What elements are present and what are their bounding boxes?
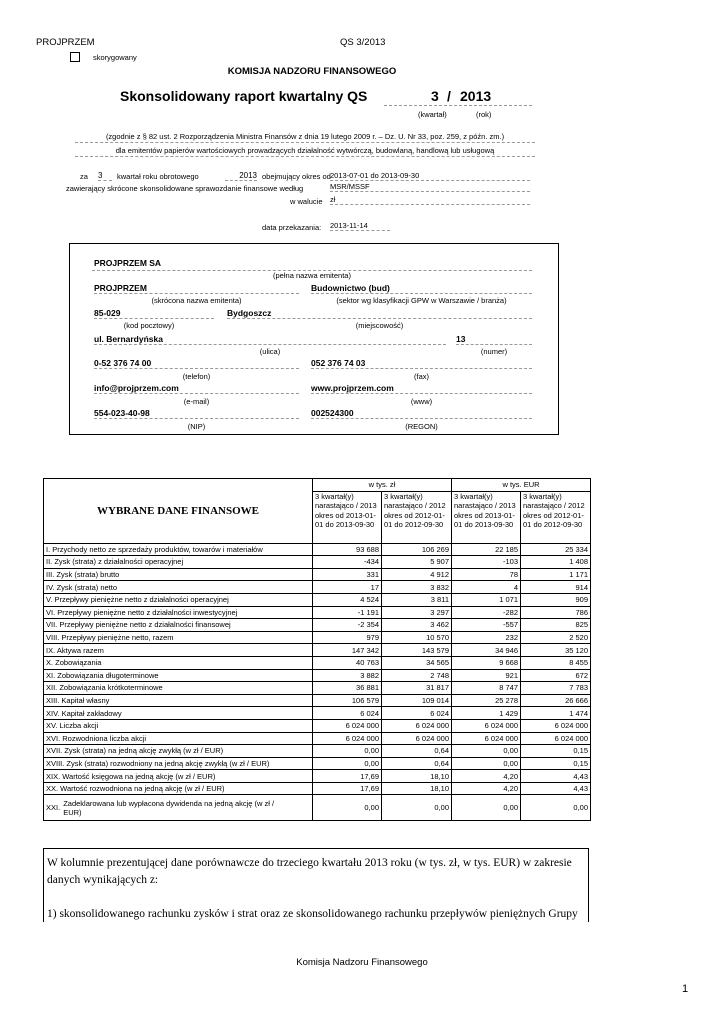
table-row [44, 694, 591, 707]
row-value: 31 817 [382, 682, 452, 695]
fax-caption: (fax) [414, 372, 429, 381]
row-value: 6 024 000 [452, 719, 521, 732]
nip-caption: (NIP) [187, 422, 206, 431]
dividend-row-label: Zadeklarowana lub wypłacona dywidenda na jedną akcję (w zł / EUR) [63, 798, 275, 817]
column-header: 3 kwartał(y) narastająco / 2012 okres od 2012-01-01 do 2012-09-30 [521, 491, 591, 543]
row-value: 3 462 [382, 619, 452, 632]
dividend-label-cell [44, 795, 313, 821]
column-header: 3 kwartał(y) narastająco / 2012 okres od 2012-01-01 do 2012-09-30 [382, 491, 452, 543]
quarter-caption: (kwartał) [418, 110, 447, 119]
table-row [44, 556, 591, 569]
row-value: -557 [452, 619, 521, 632]
table-row [44, 707, 591, 720]
row-value: 914 [521, 581, 591, 594]
issuer-type: dla emitentów papierów wartościowych prowadzących działalność wytwórczą, budowlaną, handlową lub usługową [75, 146, 535, 157]
row-value: 0,00 [313, 757, 382, 770]
table-row [44, 732, 591, 745]
row-value: -282 [452, 606, 521, 619]
column-header: 3 kwartał(y) narastająco / 2013 okres od 2013-01-01 do 2013-09-30 [452, 491, 521, 543]
issuer-city: Bydgoszcz [227, 308, 532, 319]
row-value: 4,43 [521, 770, 591, 783]
row-value: 2 520 [521, 631, 591, 644]
note-paragraph-1: W kolumnie prezentującej dane porównawcze do trzeciego kwartału 2013 roku (w tys. zł, w tys. EUR) w zakresie danych wynikających z: [47, 857, 572, 886]
row-value: 331 [313, 568, 382, 581]
row-value: 1 474 [521, 707, 591, 720]
period-quarter: 3 [98, 171, 112, 181]
row-value: 109 014 [382, 694, 452, 707]
phone-caption: (telefon) [182, 372, 211, 381]
dividend-value: 0,00 [382, 795, 452, 821]
row-value: 3 811 [382, 593, 452, 606]
short-name-caption: (skrócona nazwa emitenta) [151, 296, 242, 305]
www-caption: (www) [410, 397, 433, 406]
row-value: 3 832 [382, 581, 452, 594]
table-row [44, 669, 591, 682]
period-quarter-text: kwartał roku obrotowego [117, 172, 199, 181]
row-value: 6 024 000 [521, 719, 591, 732]
row-value: 17,69 [313, 770, 382, 783]
issuer-full-name: PROJPRZEM SA [94, 258, 162, 268]
row-label: XIX. Wartość księgowa na jedną akcję (w zł / EUR) [44, 770, 313, 783]
row-value: 8 747 [452, 682, 521, 695]
currency-value: zł [330, 195, 530, 205]
row-value: 2 748 [382, 669, 452, 682]
page-number: 1 [682, 983, 689, 995]
row-label: VII. Przepływy pieniężne netto z działalności finansowej [44, 619, 313, 632]
row-value: 36 881 [313, 682, 382, 695]
row-value: 0,00 [313, 745, 382, 758]
title-slash: / [447, 88, 451, 104]
row-value: 93 688 [313, 543, 382, 556]
row-value: 6 024 000 [521, 732, 591, 745]
row-label: X. Zobowiązania [44, 656, 313, 669]
row-value: 25 278 [452, 694, 521, 707]
title-year: 2013 [460, 88, 492, 104]
row-value: 78 [452, 568, 521, 581]
table-row [44, 543, 591, 556]
row-value: 825 [521, 619, 591, 632]
table-row [44, 757, 591, 770]
table-row [44, 745, 591, 758]
row-value: 10 570 [382, 631, 452, 644]
date-value: 2013-11-14 [330, 221, 390, 231]
row-label: XVIII. Zysk (strata) rozwodniony na jedną akcję zwykłą (w zł / EUR) [44, 757, 313, 770]
row-label: II. Zysk (strata) z działalności operacyjnej [44, 556, 313, 569]
full-name-caption: (pełna nazwa emitenta) [273, 271, 351, 280]
row-value: -1 191 [313, 606, 382, 619]
row-value: 17 [313, 581, 382, 594]
unit-eur-header: w tys. EUR [452, 479, 591, 492]
row-label: I. Przychody netto ze sprzedaży produktów, towarów i materiałów [44, 543, 313, 556]
row-label: XIV. Kapitał zakładowy [44, 707, 313, 720]
row-value: 18,10 [382, 782, 452, 795]
row-value: 6 024 000 [313, 732, 382, 745]
table-row [44, 568, 591, 581]
row-value: 147 342 [313, 644, 382, 657]
row-value: 3 882 [313, 669, 382, 682]
row-value: 1 071 [452, 593, 521, 606]
dividend-value: 0,00 [313, 795, 382, 821]
street-caption: (ulica) [259, 347, 281, 356]
row-value: 921 [452, 669, 521, 682]
row-label: XV. Liczba akcji [44, 719, 313, 732]
row-value: 3 297 [382, 606, 452, 619]
table-row [44, 606, 591, 619]
header-company: PROJPRZEM [36, 37, 95, 48]
row-value: 979 [313, 631, 382, 644]
issuer-postcode: 85-029 [94, 308, 214, 319]
row-value: 34 946 [452, 644, 521, 657]
issuer-regon: 002524300 [311, 408, 532, 419]
period-za: za [80, 172, 88, 181]
row-value: 909 [521, 593, 591, 606]
legal-basis: (zgodnie z § 82 ust. 2 Rozporządzenia Ministra Finansów z dnia 19 lutego 2009 r. – Dz. U. Nr 33, poz. 259, z późn. zm.) [75, 132, 535, 143]
issuer-email: info@projprzem.com [94, 383, 299, 394]
period-range: 2013-07-01 do 2013-09-30 [330, 171, 530, 181]
row-value: 4 912 [382, 568, 452, 581]
row-value: 4,20 [452, 782, 521, 795]
row-value: 106 579 [313, 694, 382, 707]
issuer-street: ul. Bernardyńska [94, 334, 446, 345]
row-label: VI. Przepływy pieniężne netto z działalności inwestycyjnej [44, 606, 313, 619]
row-value: 4 [452, 581, 521, 594]
row-label: IX. Aktywa razem [44, 644, 313, 657]
table-row [44, 682, 591, 695]
row-value: 6 024 000 [382, 732, 452, 745]
report-title: Skonsolidowany raport kwartalny QS [120, 88, 368, 104]
table-row [44, 631, 591, 644]
year-caption: (rok) [476, 110, 492, 119]
row-label: III. Zysk (strata) brutto [44, 568, 313, 581]
row-value: 35 120 [521, 644, 591, 657]
period-covering-text: obejmujący okres od [262, 172, 331, 181]
corrected-label: skorygowany [93, 53, 137, 62]
sector-caption: (sektor wg klasyfikacji GPW w Warszawie / branża) [336, 296, 507, 305]
row-label: XVII. Zysk (strata) na jedną akcję zwykłą (w zł / EUR) [44, 745, 313, 758]
row-value: 4,20 [452, 770, 521, 783]
row-value: 0,15 [521, 757, 591, 770]
title-underline [384, 104, 532, 106]
row-value: -434 [313, 556, 382, 569]
issuer-sector: Budownictwo (bud) [311, 283, 532, 294]
row-value: 6 024 000 [452, 732, 521, 745]
row-value: 106 269 [382, 543, 452, 556]
table-row [44, 656, 591, 669]
row-value: 1 429 [452, 707, 521, 720]
regon-caption: (REGON) [405, 422, 438, 431]
authority-title: KOMISJA NADZORU FINANSOWEGO [227, 66, 397, 77]
row-label: XI. Zobowiązania długoterminowe [44, 669, 313, 682]
dividend-value: 0,00 [452, 795, 521, 821]
row-value: 25 334 [521, 543, 591, 556]
comparative-data-note [43, 848, 589, 922]
row-value: 6 024 000 [382, 719, 452, 732]
row-value: 0,64 [382, 757, 452, 770]
row-value: 22 185 [452, 543, 521, 556]
issuer-phone: 0-52 376 74 00 [94, 358, 299, 369]
row-value: 9 668 [452, 656, 521, 669]
postcode-caption: (kod pocztowy) [123, 321, 175, 330]
title-quarter: 3 [431, 88, 439, 104]
row-value: -103 [452, 556, 521, 569]
row-value: 0,64 [382, 745, 452, 758]
row-value: 143 579 [382, 644, 452, 657]
currency-text: w walucie [290, 197, 323, 206]
financial-data-table [43, 478, 591, 821]
row-value: 18,10 [382, 770, 452, 783]
row-value: 40 763 [313, 656, 382, 669]
column-header: 3 kwartał(y) narastająco / 2013 okres od 2013-01-01 do 2013-09-30 [313, 491, 382, 543]
row-label: XX. Wartość rozwodniona na jedną akcję (w zł / EUR) [44, 782, 313, 795]
row-value: 786 [521, 606, 591, 619]
row-value: 5 907 [382, 556, 452, 569]
row-value: 26 666 [521, 694, 591, 707]
row-value: 0,00 [452, 757, 521, 770]
row-label: XIII. Kapitał własny [44, 694, 313, 707]
table-row [44, 581, 591, 594]
period-year: 2013 [225, 171, 257, 181]
city-caption: (miejscowość) [355, 321, 404, 330]
row-value: 6 024 [382, 707, 452, 720]
dividend-value: 0,00 [521, 795, 591, 821]
unit-pln-header: w tys. zł [313, 479, 452, 492]
note-paragraph-2: 1) skonsolidowanego rachunku zysków i strat oraz ze skonsolidowanego rachunku przepływów pieniężnych Grupy [47, 908, 578, 920]
row-value: 1 171 [521, 568, 591, 581]
row-value: 4 524 [313, 593, 382, 606]
issuer-short-name: PROJPRZEM [94, 283, 299, 294]
row-value: 34 565 [382, 656, 452, 669]
table-row [44, 719, 591, 732]
accounting-standard: MSR/MSSF [330, 182, 530, 192]
email-caption: (e-mail) [183, 397, 210, 406]
row-value: 672 [521, 669, 591, 682]
issuer-fax: 052 376 74 03 [311, 358, 532, 369]
number-caption: (numer) [480, 347, 508, 356]
table-row [44, 619, 591, 632]
row-label: VIII. Przepływy pieniężne netto, razem [44, 631, 313, 644]
row-value: 8 455 [521, 656, 591, 669]
row-value: 1 408 [521, 556, 591, 569]
table-title: WYBRANE DANE FINANSOWE [44, 479, 313, 544]
row-value: 6 024 000 [313, 719, 382, 732]
table-row [44, 644, 591, 657]
issuer-number: 13 [456, 334, 532, 345]
row-value: 0,15 [521, 745, 591, 758]
row-value: -2 354 [313, 619, 382, 632]
row-value: 17,69 [313, 782, 382, 795]
row-label: XVI. Rozwodniona liczba akcji [44, 732, 313, 745]
row-value: 7 783 [521, 682, 591, 695]
table-row [44, 770, 591, 783]
dividend-row-prefix: XXI. [46, 803, 61, 813]
contains-text: zawierający skrócone skonsolidowane sprawozdanie finansowe według [66, 184, 304, 193]
row-value: 232 [452, 631, 521, 644]
issuer-www: www.projprzem.com [311, 383, 532, 394]
row-label: V. Przepływy pieniężne netto z działalności operacyjnej [44, 593, 313, 606]
row-value: 4,43 [521, 782, 591, 795]
table-row [44, 593, 591, 606]
row-value: 6 024 [313, 707, 382, 720]
row-value: 0,00 [452, 745, 521, 758]
header-report-id: QS 3/2013 [340, 37, 386, 48]
row-label: IV. Zysk (strata) netto [44, 581, 313, 594]
corrected-checkbox[interactable] [70, 52, 80, 62]
date-label: data przekazania: [262, 223, 322, 232]
footer-authority: Komisja Nadzoru Finansowego [296, 957, 428, 968]
issuer-nip: 554-023-40-98 [94, 408, 299, 419]
table-row [44, 782, 591, 795]
row-label: XII. Zobowiązania krótkoterminowe [44, 682, 313, 695]
